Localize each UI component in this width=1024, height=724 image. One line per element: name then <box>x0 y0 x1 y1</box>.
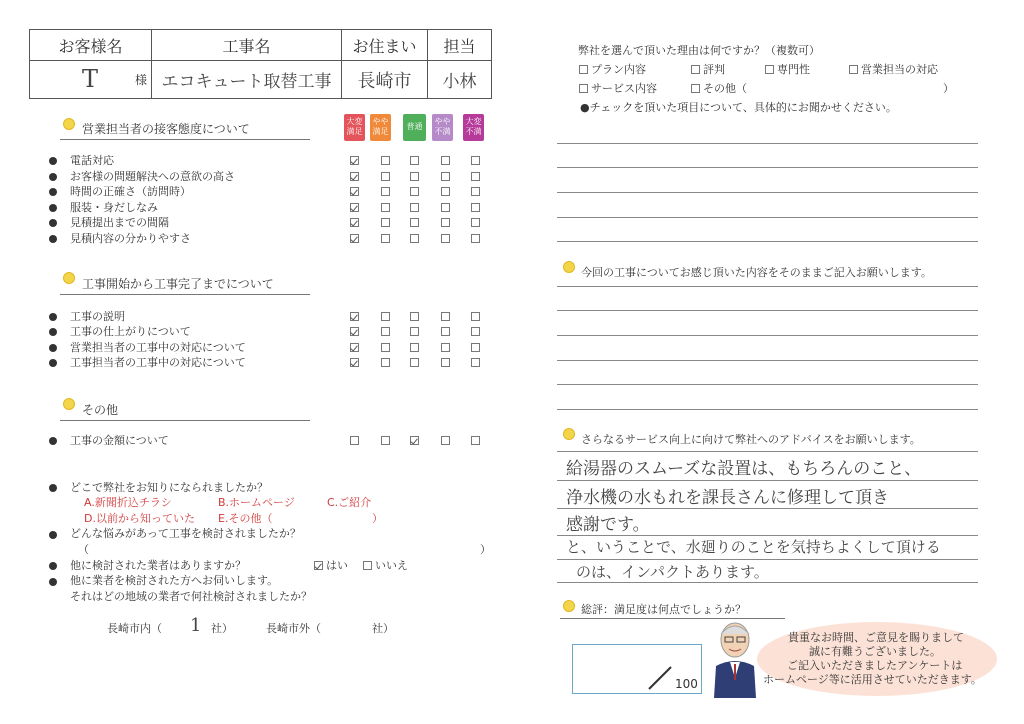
s1-item-4: 服装・身だしなみ <box>70 201 158 214</box>
write-line <box>557 451 978 452</box>
bullet-icon <box>49 531 57 539</box>
q-region-2: それはどの地域の業者で何社検討されましたか？ <box>70 590 312 603</box>
checkbox[interactable] <box>441 436 450 445</box>
checkbox[interactable] <box>410 172 419 181</box>
checkbox[interactable] <box>381 234 390 243</box>
checkbox[interactable] <box>471 203 480 212</box>
write-line <box>557 310 978 311</box>
s2-item-1: 工事の説明 <box>70 310 125 323</box>
checkbox[interactable] <box>849 65 858 74</box>
write-line <box>557 286 978 287</box>
checkbox[interactable] <box>381 312 390 321</box>
thanks-line-1: 貴重なお時間、ご意見を賜りまして <box>788 631 964 644</box>
write-line <box>557 360 978 361</box>
address-cell <box>342 61 428 99</box>
q-source-e-close: ） <box>372 512 383 525</box>
q-source-e: E.その他（ <box>218 512 273 525</box>
checkbox[interactable] <box>691 84 700 93</box>
advice-line-4: と、いうことで、水廻りのことを気持ちよくして頂ける <box>566 538 941 556</box>
checkbox[interactable] <box>410 358 419 367</box>
s2-item-2: 工事の仕上がりについて <box>70 325 191 338</box>
q-other-yes: はい <box>326 559 348 572</box>
header-address: お住まい <box>342 30 428 61</box>
header-customer: お客様名 <box>30 30 152 61</box>
checkbox[interactable] <box>579 65 588 74</box>
reason-opt4: 営業担当の対応 <box>861 63 938 76</box>
checkbox[interactable] <box>441 156 450 165</box>
sun-icon <box>563 428 575 440</box>
checkbox[interactable] <box>471 234 480 243</box>
s2-item-4: 工事担当者の工事中の対応について <box>70 356 246 369</box>
q-region-outside-label: 長崎市外（ <box>266 622 321 635</box>
checkbox[interactable] <box>441 312 450 321</box>
sun-icon <box>63 118 75 130</box>
checkbox[interactable] <box>381 436 390 445</box>
work-cell <box>152 61 342 99</box>
reason-question: 弊社を選んで頂いた理由は何ですか？（複数可） <box>578 44 820 57</box>
checkbox[interactable] <box>410 234 419 243</box>
section1-title: 営業担当者の接客態度について <box>82 122 250 136</box>
bullet-icon <box>49 204 57 212</box>
write-line <box>557 384 978 385</box>
checkbox[interactable] <box>441 203 450 212</box>
checkbox[interactable] <box>471 312 480 321</box>
q-source: どこで弊社をお知りになられましたか？ <box>70 481 268 494</box>
checkbox[interactable] <box>691 65 700 74</box>
address-value: 長崎市 <box>357 70 412 92</box>
header-staff: 担当 <box>428 30 492 61</box>
s1-item-1: 電話対応 <box>70 154 114 167</box>
badge-very-satisfied: 大変満足 <box>344 114 365 141</box>
bullet-icon <box>49 344 57 352</box>
q-worry: どんな悩みがあって工事を検討されましたか？ <box>70 527 301 540</box>
sun-icon <box>63 272 75 284</box>
write-line <box>557 409 978 410</box>
checkbox[interactable] <box>350 172 359 181</box>
reason-opt5: サービス内容 <box>591 82 657 95</box>
q-region-outside-unit: 社） <box>372 622 394 635</box>
checkbox[interactable] <box>350 436 359 445</box>
checkbox[interactable] <box>381 172 390 181</box>
section2-underline <box>60 294 310 295</box>
q-worry-close: ） <box>480 543 491 556</box>
advice-line-2: 浄水機の水もれを課長さんに修理して頂き <box>566 488 889 508</box>
checkbox[interactable] <box>471 327 480 336</box>
impression-title: 今回の工事についてお感じ頂いた内容をそのままご記入お願いします。 <box>581 266 932 279</box>
thanks-line-2: 誠に有難うございました。 <box>809 645 941 658</box>
write-line <box>557 241 978 242</box>
checkbox[interactable] <box>471 172 480 181</box>
checkbox[interactable] <box>350 187 359 196</box>
staff-illustration-icon <box>708 618 762 698</box>
checkbox[interactable] <box>350 218 359 227</box>
badge-dissatisfied: やや不満 <box>432 114 453 141</box>
checkbox[interactable] <box>381 358 390 367</box>
bullet-icon <box>49 359 57 367</box>
checkbox[interactable] <box>471 156 480 165</box>
s1-item-5: 見積提出までの間隔 <box>70 216 169 229</box>
checkbox[interactable] <box>350 156 359 165</box>
bullet-icon <box>49 188 57 196</box>
checkbox[interactable] <box>579 84 588 93</box>
q-source-d: D.以前から知っていた <box>84 512 195 525</box>
checkbox[interactable] <box>441 327 450 336</box>
checkbox[interactable] <box>765 65 774 74</box>
bullet-icon <box>49 219 57 227</box>
write-line <box>557 217 978 218</box>
thanks-line-3: ご記入いただきましたアンケートは <box>787 659 963 672</box>
reason-detail: ●チェックを頂いた項目について、具体的にお聞かせください。 <box>580 101 897 114</box>
write-line <box>557 582 978 583</box>
score-box <box>572 644 702 694</box>
bullet-icon <box>49 578 57 586</box>
checkbox[interactable] <box>471 187 480 196</box>
checkbox[interactable] <box>441 234 450 243</box>
s1-item-3: 時間の正確さ（訪問時） <box>70 185 191 198</box>
checkbox[interactable] <box>350 312 359 321</box>
s3-item-1: 工事の金額について <box>70 434 169 447</box>
reason-opt6-close: ） <box>943 82 954 95</box>
work-value: エコキュート取替工事 <box>161 72 332 92</box>
write-line <box>557 167 978 168</box>
reason-opt6: その他（ <box>703 82 747 95</box>
checkbox[interactable] <box>350 358 359 367</box>
bullet-icon <box>49 437 57 445</box>
reason-opt1: プラン内容 <box>591 63 646 76</box>
checkbox[interactable] <box>350 343 359 352</box>
q-region-1: 他に業者を検討された方へお伺いします。 <box>70 574 279 587</box>
reason-opt3: 専門性 <box>777 63 810 76</box>
staff-cell <box>428 61 492 99</box>
q-region-inside-value: 1 <box>190 615 202 636</box>
advice-line-3: 感謝です。 <box>566 515 650 535</box>
q-region-inside-label: 長崎市内（ <box>107 622 162 635</box>
s1-item-2: お客様の問題解決への意欲の高さ <box>70 170 235 183</box>
checkbox[interactable] <box>410 312 419 321</box>
score-title: 総評：満足度は何点でしょうか？ <box>581 603 746 616</box>
checkbox[interactable] <box>410 203 419 212</box>
checkbox[interactable] <box>471 343 480 352</box>
advice-title: さらなるサービス向上に向けて弊社へのアドバイスをお願いします。 <box>581 433 921 446</box>
q-source-b: B.ホームページ <box>218 496 295 509</box>
checkbox[interactable] <box>410 436 419 445</box>
checkbox[interactable] <box>471 358 480 367</box>
checkbox[interactable] <box>441 343 450 352</box>
write-line <box>557 508 978 509</box>
badge-satisfied: やや満足 <box>370 114 391 141</box>
checkbox[interactable] <box>350 234 359 243</box>
customer-suffix: 様 <box>134 73 147 87</box>
bullet-icon <box>49 484 57 492</box>
section3-underline <box>60 420 310 421</box>
section1-underline <box>60 139 310 140</box>
checkbox[interactable] <box>381 327 390 336</box>
customer-cell <box>30 61 152 99</box>
checkbox[interactable] <box>350 203 359 212</box>
q-other-no: いいえ <box>375 559 408 572</box>
q-other: 他に検討された業者はありますか？ <box>70 559 246 572</box>
checkbox[interactable] <box>381 156 390 165</box>
checkbox[interactable] <box>350 327 359 336</box>
checkbox[interactable] <box>441 218 450 227</box>
bullet-icon <box>49 328 57 336</box>
checkbox[interactable] <box>471 218 480 227</box>
checkbox[interactable] <box>410 187 419 196</box>
staff-value: 小林 <box>442 72 477 92</box>
write-line <box>557 559 978 560</box>
customer-value: T <box>82 65 99 93</box>
checkbox[interactable] <box>410 156 419 165</box>
header-table <box>29 29 492 99</box>
write-line <box>557 480 978 481</box>
section3-title: その他 <box>82 403 119 417</box>
write-line <box>557 143 978 144</box>
badge-normal: 普通 <box>403 114 426 141</box>
checkbox[interactable] <box>471 436 480 445</box>
checkbox[interactable] <box>410 327 419 336</box>
section2-title: 工事開始から工事完了までについて <box>82 277 274 291</box>
score-max: 100 <box>675 677 698 691</box>
checkbox[interactable] <box>381 218 390 227</box>
write-line <box>557 192 978 193</box>
q-source-c: C.ご紹介 <box>327 496 372 509</box>
sun-icon <box>563 600 575 612</box>
checkbox[interactable] <box>381 343 390 352</box>
bullet-icon <box>49 313 57 321</box>
s1-item-6: 見積内容の分かりやすさ <box>70 232 191 245</box>
sun-icon <box>563 261 575 273</box>
bullet-icon <box>49 235 57 243</box>
q-worry-open: （ <box>78 543 89 556</box>
bullet-icon <box>49 173 57 181</box>
header-work: 工事名 <box>152 30 342 61</box>
sun-icon <box>63 398 75 410</box>
bullet-icon <box>49 157 57 165</box>
checkbox[interactable] <box>381 203 390 212</box>
checkbox-yes[interactable] <box>314 561 323 570</box>
q-source-a: A.新聞折込チラシ <box>84 496 172 509</box>
bullet-icon <box>49 562 57 570</box>
s2-item-3: 営業担当者の工事中の対応について <box>70 341 246 354</box>
advice-line-5: のは、インパクトあります。 <box>576 563 769 581</box>
checkbox-no[interactable] <box>363 561 372 570</box>
reason-opt2: 評判 <box>703 63 725 76</box>
advice-line-1: 給湯器のスムーズな設置は、もちろんのこと、 <box>566 459 922 479</box>
badge-very-dissatisfied: 大変不満 <box>463 114 484 141</box>
checkbox[interactable] <box>410 343 419 352</box>
checkbox[interactable] <box>410 218 419 227</box>
write-line <box>557 335 978 336</box>
checkbox[interactable] <box>441 187 450 196</box>
checkbox[interactable] <box>381 187 390 196</box>
checkbox[interactable] <box>441 358 450 367</box>
thanks-line-4: ホームページ等に活用させていただきます。 <box>763 673 982 686</box>
q-region-inside-unit: 社） <box>211 622 233 635</box>
checkbox[interactable] <box>441 172 450 181</box>
